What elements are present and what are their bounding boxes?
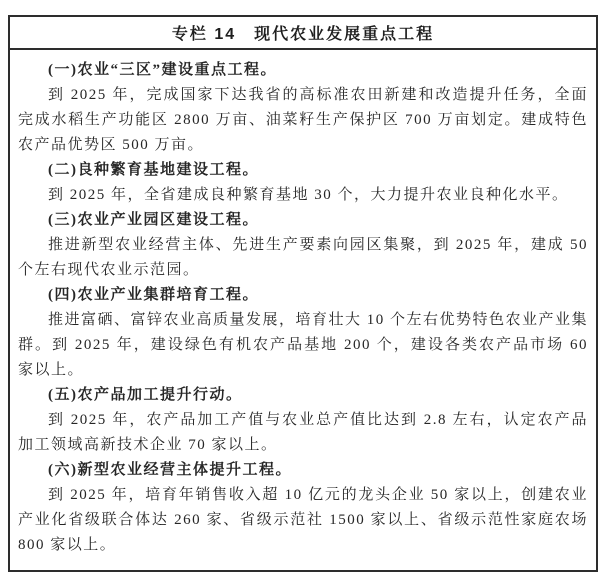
- section-6-heading: (六)新型农业经营主体提升工程。: [48, 462, 292, 478]
- section-6-body: 到 2025 年，培育年销售收入超 10 亿元的龙头企业 50 家以上，创建农业产业化省级联合体达 260 家、省级示范社 1500 家以上、省级示范性家庭农场 800 家以上。: [18, 487, 588, 553]
- column-panel: [8, 15, 598, 572]
- section-4-heading: (四)农业产业集群培育工程。: [48, 287, 259, 303]
- section-3-body: 推进新型农业经营主体、先进生产要素向园区集聚，到 2025 年，建成 50 个左右现代农业示范园。: [18, 237, 588, 278]
- section-4-body: 推进富硒、富锌农业高质量发展，培育壮大 10 个左右优势特色农业产业集群。到 2025 年，建设绿色有机农产品基地 200 个，建设各类农产品市场 60 家以上。: [18, 312, 589, 378]
- section-1-heading: (一)农业“三区”建设重点工程。: [48, 62, 277, 78]
- panel-body: [10, 50, 596, 570]
- section-5-body: 到 2025 年，农产品加工产值与农业总产值比达到 2.8 左右，认定农产品加工领域高新技术企业 70 家以上。: [18, 412, 588, 453]
- panel-header: [10, 17, 596, 50]
- section-2-body: 到 2025 年，全省建成良种繁育基地 30 个，大力提升农业良种化水平。: [48, 187, 569, 203]
- section-5-heading: (五)农产品加工提升行动。: [48, 387, 243, 403]
- section-3-heading: (三)农业产业园区建设工程。: [48, 212, 259, 228]
- panel-title: 专栏 14 现代农业发展重点工程: [171, 26, 435, 43]
- section-1-body: 到 2025 年，完成国家下达我省的高标准农田新建和改造提升任务，全面完成水稻生产功能区 2800 万亩、油菜籽生产保护区 700 万亩划定。建成特色农产品优势区 500 万亩。: [18, 87, 588, 153]
- section-2-heading: (二)良种繁育基地建设工程。: [48, 162, 259, 178]
